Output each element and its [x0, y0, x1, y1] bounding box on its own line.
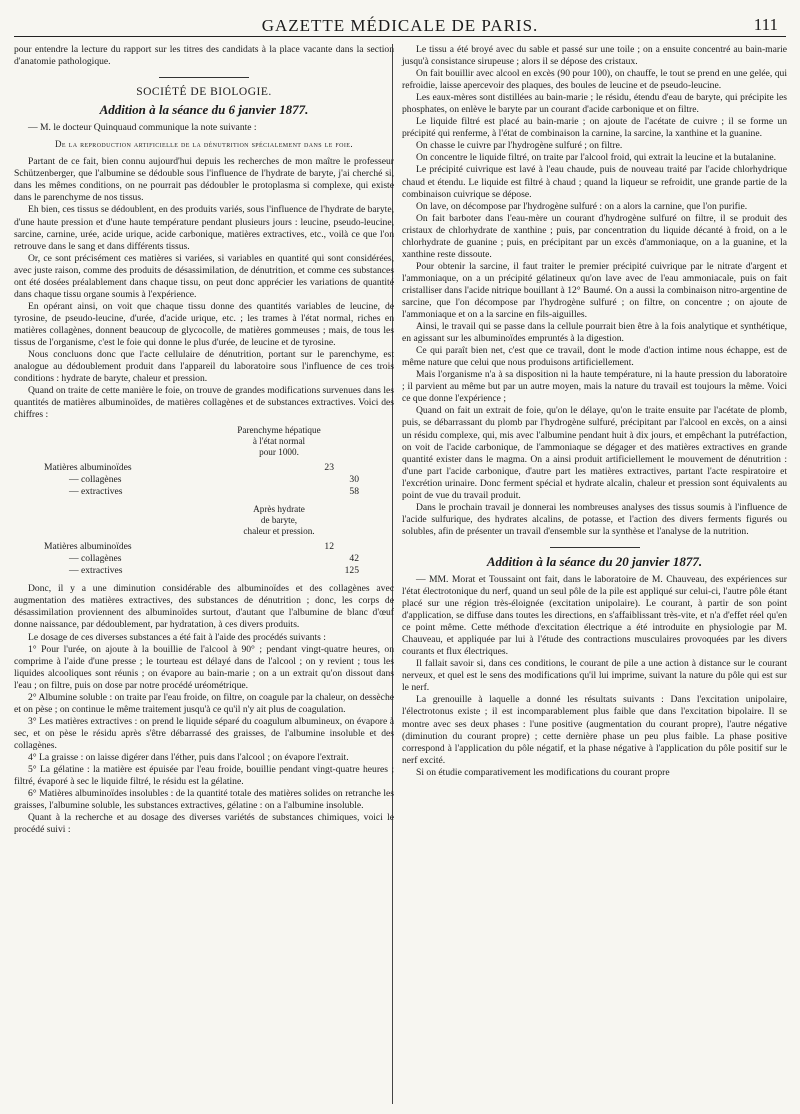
- paragraph: Eh bien, ces tissus se dédoublent, en des produits variés, sous l'influence de l'hydrate de baryte, d'une haute pression et d'une haute température pendant plusieurs jours : leucine, pseudo-leucine, sarcine, carnine, urée, acide urique, acide carbonique, matières extractives, etc., voilà ce que l'on retrouve dans le sang et dans différents tissus.: [14, 204, 394, 252]
- paragraph: 6° Matières albuminoïdes insolubles : de la quantité totale des matières solides on retranche les graisses, l'albumine soluble, les substances extractives, gélatine : on a l'albumine insoluble.: [14, 788, 394, 812]
- table-heading: [204, 425, 354, 458]
- paragraph: 4° La graisse : on laisse digérer dans l'éther, puis dans l'alcool ; on évapore l'extrait.: [28, 751, 349, 763]
- paragraph: 3° Les matières extractives : on prend le liquide séparé du coagulum albumineux, on évapore à sec, et on pèse le résidu après s'être débarrassé des graisses, de l'albumine insoluble et des collagènes.: [14, 715, 394, 751]
- table-row: [14, 474, 394, 486]
- paragraph: En opérant ainsi, on voit que chaque tissu donne des quantités variables de leucine, de tyrosine, de pseudo-leucine, d'urée, d'acide urique, etc. ; les trames à l'état normal, riches en matières collagènes, donnent beaucoup de glycocolle, de matières gommeuses ; mais, de tous les tissus de l'organisme, c'est le foie qui donne le plus d'urée, de leucine et de tyrosine.: [14, 300, 394, 348]
- paragraph: Or, ce sont précisément ces matières si variées, si variables en quantité qui sont considérées, avec juste raison, comme des produits de désassimilation, de dénutrition, et comme ces substances ont été dosées préalablement dans chaque tissu, on peut donc apprécier les variations de quantité dans chaque tissu organe soumis à l'expérience.: [14, 252, 394, 300]
- row-label: — collagènes: [69, 474, 122, 486]
- row-value: 30: [349, 474, 359, 486]
- table-row: [14, 486, 394, 498]
- row-label: Matières albuminoïdes: [44, 462, 132, 474]
- session-heading: Addition à la séance du 6 janvier 1877.: [99, 102, 309, 118]
- paragraph: 5° La gélatine : la matière est épuisée par l'eau froide, bouillie pendant vingt-quatre heures ; filtré, évaporé à sec le liquide filtré, le résidu est la gélatine.: [14, 764, 394, 788]
- paragraph: Quand on traite de cette manière le foie, on trouve de grandes modifications survenues dans les quantités de matières albuminoïdes, de matières collagènes et de substances extractives. Voici des chiffres :: [14, 385, 394, 421]
- row-value: 125: [344, 565, 359, 577]
- row-label: — extractives: [69, 486, 123, 498]
- paragraph: Le dosage de ces diverses substances a été fait à l'aide des procédés suivants :: [28, 631, 326, 643]
- table-heading-line: de baryte,: [260, 515, 298, 526]
- table-row: [14, 462, 394, 474]
- paragraph: — M. le docteur Quinquaud communique la note suivante :: [28, 122, 257, 134]
- section-separator: [550, 547, 640, 548]
- paragraph: Quand on fait un extrait de foie, qu'on le délaye, qu'on le traite ensuite par l'acétate de plomb, puis, se débarrassant du plomb par l'hydrogène sulfuré, précipitant par l'alcool en excès, on a ainsi un résidu complexe, qui, mis avec l'albumine pendant huit à dix jours, et empêchant la putréfaction, on voit de l'acide carbonique, de l'ammoniaque se dégager et des matières extractives en grande quantité exister dans le magma. On a ainsi produit artificiellement le mouvement de dénutrition : d'une part l'acide carbonique, d'autre part les matières extractives, partant l'acte respiratoire et l'excrétion urinaire. Donc ferment spécial et hydrate alcalin, chaleur et pression sont équivalents au point de vue du travail produit.: [402, 405, 787, 501]
- paragraph: Mais l'organisme n'a à sa disposition ni la haute température, ni la haute pression du laboratoire ; il parvient au même but par un autre moyen, mais la nature du travail est toujours la même. Voici ce que donne l'expérience ;: [402, 369, 787, 405]
- paragraph: 1° Pour l'urée, on ajoute à la bouillie de l'alcool à 90° ; pendant vingt-quatre heures, on comprime à l'aide d'une presse ; le tourteau est délayé dans de l'alcool ; on y revient ; tous les liquides alcooliques sont réunis ; on évapore au bain-marie ; on a un extrait qu'on dissout dans l'eau ; on filtre, puis on dose par notre procédé uréométrique.: [14, 643, 394, 691]
- page-number: 111: [753, 15, 778, 34]
- table-row: [14, 553, 394, 565]
- paragraph: Les eaux-mères sont distillées au bain-marie ; le résidu, étendu d'eau de baryte, qui précipite les phosphates, on enlève le baryte par un courant d'acide carbonique et on filtre.: [402, 92, 787, 116]
- paragraph: Donc, il y a une diminution considérable des albuminoïdes et des collagènes avec augmentation des matières extractives, des substances de dénutrition ; donc, les corps de désassimilation proviennent des albuminoïdes surtout, d'autant que l'albumine de blanc d'œuf donne naissance, par dédoublement, par hydratation, à ces divers produits.: [14, 583, 394, 631]
- paragraph: Le tissu a été broyé avec du sable et passé sur une toile ; on a ensuite concentré au bain-marie jusqu'à consistance sirupeuse ; alors il se dépose des cristaux.: [402, 44, 787, 68]
- paragraph: On concentre le liquide filtré, on traite par l'alcool froid, qui extrait la leucine et la butalanine.: [416, 152, 777, 164]
- table-heading: [204, 504, 354, 537]
- row-value: 12: [324, 541, 334, 553]
- paragraph: Si on étudie comparativement les modifications du courant propre: [416, 766, 670, 778]
- section-separator: [159, 77, 249, 78]
- page-header: [14, 14, 786, 37]
- table-heading-line: pour 1000.: [259, 447, 299, 458]
- table-row: [14, 541, 394, 553]
- paragraph: pour entendre la lecture du rapport sur les titres des candidats à la place vacante dans la section d'anatomie pathologique.: [14, 44, 394, 68]
- paragraph: Dans le prochain travail je donnerai les nombreuses analyses des tissus soumis à l'influence de l'acide sulfurique, des hydrates alcalins, de potasse, et l'action des divers ferments figurés ou solubles, afin de présenter un travail d'ensemble sur la synthèse et l'analyse de la nutrition.: [402, 501, 787, 537]
- paragraph: Le précipité cuivrique est lavé à l'eau chaude, puis de nouveau traité par l'acide chlorhydrique chaud et étendu. Le liquide est filtré à chaud ; quand la liqueur se refroidit, une grande partie de la combinaison cuivrique se dépose.: [402, 164, 787, 200]
- table-row: [14, 565, 394, 577]
- paragraph: Quant à la recherche et au dosage des diverses variétés de substances chimiques, voici le procédé suivi :: [14, 812, 394, 836]
- row-label: — collagènes: [69, 553, 122, 565]
- paragraph: La grenouille à laquelle a donné les résultats suivants : Dans l'excitation unipolaire, l'électrotonus existe ; il est incomparablement plus faible que dans l'excitation bipolaire. Il se montre avec ses deux phases : l'une positive (augmentation du courant propre), l'autre négative (diminution du courant propre) ; cette dernière phase un peu plus faible. La phase positive correspond à l'application du pôle négatif, et la phase négative à l'application du pôle positif sur le nerf excité.: [402, 694, 787, 766]
- row-value: 42: [349, 553, 359, 565]
- session-heading: Addition à la séance du 20 janvier 1877.: [486, 553, 703, 569]
- row-label: — extractives: [69, 565, 123, 577]
- table-heading-line: Après hydrate: [253, 504, 305, 515]
- paragraph: 2° Albumine soluble : on traite par l'eau froide, on filtre, on coagule par la chaleur, on dessèche et on pèse ; on continue le même traitement jusqu'à ce qu'il n'y ait plus de coagulation.: [14, 691, 394, 715]
- row-value: 23: [324, 462, 334, 474]
- paragraph: Le liquide filtré est placé au bain-marie ; on ajoute de l'acétate de cuivre ; il se forme un précipité qui renferme, à l'état de combinaison la carnine, la sarcine, la xanthine et la guanine.: [402, 116, 787, 140]
- paragraph: Partant de ce fait, bien connu aujourd'hui depuis les recherches de mon maître le professeur Schützenberger, que l'albumine se dédouble sous l'influence de l'hydrate de baryte, j'ai cherché si, dans les mêmes conditions, on ne pourrait pas dédoubler le protoplasma si complexe, qui existe dans le parenchyme de nos tissus.: [14, 156, 394, 204]
- table-heading-line: à l'état normal: [252, 436, 306, 447]
- row-label: Matières albuminoïdes: [44, 541, 132, 553]
- paragraph: On fait bouillir avec alcool en excès (90 pour 100), on chauffe, le tout se prend en une gelée, qui refroidie, laisse apercevoir des plaques, des boules de leucine et de pseudo-leucine.: [402, 68, 787, 92]
- paragraph: On chasse le cuivre par l'hydrogène sulfuré ; on filtre.: [416, 140, 623, 152]
- paragraph: Ce qui paraît bien net, c'est que ce travail, dont le mode d'action intime nous échappe, est de même nature que celui que nous produisons artificiellement.: [402, 345, 787, 369]
- paragraph: Il fallait savoir si, dans ces conditions, le courant de pile a une action à distance sur le courant nerveux, et quel est le sens des modifications qu'il lui imprime, suivant la nature du pôle qui est sur le nerf.: [402, 658, 787, 694]
- paragraph: Ainsi, le travail qui se passe dans la cellule pourrait bien être à la fois analytique et synthétique, en agissant sur les albuminoïdes empruntés à la digestion.: [402, 321, 787, 345]
- row-value: 58: [349, 486, 359, 498]
- data-table-normal: [14, 425, 394, 498]
- right-column: [402, 44, 787, 779]
- journal-title: GAZETTE MÉDICALE DE PARIS.: [261, 16, 539, 35]
- paragraph: — MM. Morat et Toussaint ont fait, dans le laboratoire de M. Chauveau, des expériences sur l'état électrotonique du nerf, quand un seul pôle de la pile est appliqué sur celui-ci, l'autre pôle étant placé sur une région très-éloignée (excitation unipolaire). Le courant, à partir de son point d'application, se diffuse dans toutes les directions, en s'affaiblissant très-vite, et n'a d'effet réel qu'en ce point même. Cette méthode d'excitation électrique a été introduite en physiologie par M. Chauveau, et appliquée par lui à l'étude des contractions musculaires provoquées par les divers courants et flux électriques.: [402, 573, 787, 658]
- paragraph: Pour obtenir la sarcine, il faut traiter le premier précipité cuivrique par le nitrate d'argent et l'ammoniaque, on a un précipité gélatineux qu'on lave avec de l'eau ammoniacale, puis on fait cristalliser dans l'acide nitrique bouillant à 12° Baumé. On a aussi la combinaison nitro-argentine de sarcine, que l'on décompose par l'hydrogène sulfuré ; on filtre, on concentre ; on ajoute de l'ammoniaque et on a la sarcine en fils-aiguilles.: [402, 260, 787, 321]
- paragraph: On fait barboter dans l'eau-mère un courant d'hydrogène sulfuré on filtre, il se produit des cristaux de chlorhydrate de xanthine ; puis, par concentration du liquide décanté à froid, on a le chlorhydrate de guanine ; puis, en précipitant par un excès d'ammoniaque, on a la guanine, et la xanthine reste dissoute.: [402, 212, 787, 260]
- article-title: De la reproduction artificielle de la dénutrition spécialement dans le foie.: [55, 139, 353, 150]
- section-heading: SOCIÉTÉ DE BIOLOGIE.: [136, 86, 272, 99]
- paragraph: Nous concluons donc que l'acte cellulaire de dénutrition, portant sur le parenchyme, est analogue au dédoublement produit dans l'appareil du laboratoire sous l'influence de ces trois conditions : hydrate de baryte, chaleur et pression.: [14, 349, 394, 385]
- left-column: [14, 44, 394, 836]
- table-heading-line: chaleur et pression.: [243, 526, 315, 537]
- paragraph: On lave, on décompose par l'hydrogène sulfuré : on a alors la carnine, que l'on purifie.: [416, 200, 748, 212]
- data-table-baryte: [14, 504, 394, 577]
- table-heading-line: Parenchyme hépatique: [237, 425, 321, 436]
